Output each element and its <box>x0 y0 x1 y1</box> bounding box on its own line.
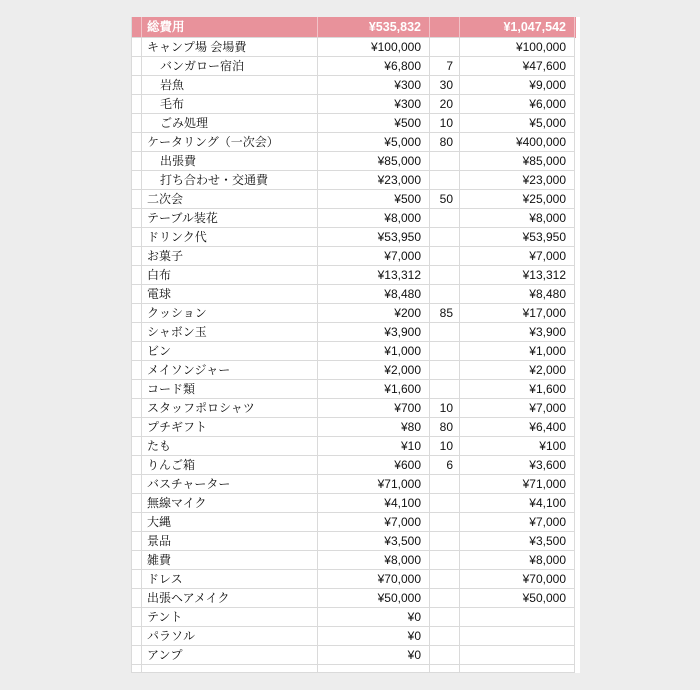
table-row <box>132 418 576 437</box>
unit-price-cell[interactable]: ¥100,000 <box>318 38 430 57</box>
item-name-cell[interactable]: ごみ処理 <box>142 114 318 133</box>
unit-price-cell[interactable]: ¥5,000 <box>318 133 430 152</box>
table-row <box>132 361 576 380</box>
item-name-cell[interactable]: パラソル <box>142 627 318 646</box>
total-cell[interactable]: ¥71,000 <box>460 475 575 494</box>
unit-price-cell[interactable]: ¥0 <box>318 646 430 665</box>
row-head-cell[interactable] <box>132 57 142 76</box>
item-name-cell[interactable]: 景品 <box>142 532 318 551</box>
total-cell[interactable]: ¥8,000 <box>460 551 575 570</box>
header-qty-cell[interactable] <box>430 17 460 38</box>
empty-cell[interactable] <box>318 665 430 673</box>
unit-price-cell[interactable]: ¥10 <box>318 437 430 456</box>
qty-cell[interactable] <box>430 494 460 513</box>
table-row <box>132 570 576 589</box>
item-name-cell[interactable]: スタッフポロシャツ <box>142 399 318 418</box>
item-name-cell[interactable]: プチギフト <box>142 418 318 437</box>
row-head-cell[interactable] <box>132 646 142 665</box>
item-name-cell[interactable]: 二次会 <box>142 190 318 209</box>
row-head-cell[interactable] <box>132 228 142 247</box>
qty-cell[interactable]: 10 <box>430 114 460 133</box>
total-cell[interactable]: ¥1,000 <box>460 342 575 361</box>
row-head-cell[interactable] <box>132 114 142 133</box>
qty-cell[interactable] <box>430 475 460 494</box>
qty-cell[interactable] <box>430 627 460 646</box>
unit-price-cell[interactable]: ¥23,000 <box>318 171 430 190</box>
table-row <box>132 494 576 513</box>
row-head-cell[interactable] <box>132 627 142 646</box>
table-row <box>132 152 576 171</box>
qty-cell[interactable]: 6 <box>430 456 460 475</box>
table-row <box>132 323 576 342</box>
unit-price-total-cell[interactable]: ¥535,832 <box>318 17 430 38</box>
unit-price-cell[interactable]: ¥300 <box>318 95 430 114</box>
qty-cell[interactable] <box>430 342 460 361</box>
row-head-cell[interactable] <box>132 285 142 304</box>
total-cell[interactable]: ¥4,100 <box>460 494 575 513</box>
row-head-cell[interactable] <box>132 513 142 532</box>
table-row <box>132 247 576 266</box>
total-cell[interactable]: ¥6,000 <box>460 95 575 114</box>
total-cell[interactable]: ¥8,000 <box>460 209 575 228</box>
total-cell[interactable]: ¥3,900 <box>460 323 575 342</box>
table-row <box>132 399 576 418</box>
qty-cell[interactable] <box>430 589 460 608</box>
item-name-cell[interactable]: お菓子 <box>142 247 318 266</box>
total-cell[interactable]: ¥13,312 <box>460 266 575 285</box>
unit-price-cell[interactable]: ¥53,950 <box>318 228 430 247</box>
row-head-cell[interactable] <box>132 190 142 209</box>
table-row <box>132 38 576 57</box>
qty-cell[interactable]: 10 <box>430 437 460 456</box>
total-cell[interactable]: ¥7,000 <box>460 247 575 266</box>
total-cell[interactable]: ¥3,600 <box>460 456 575 475</box>
item-name-cell[interactable]: 電球 <box>142 285 318 304</box>
item-name-cell[interactable]: 出張費 <box>142 152 318 171</box>
total-cell[interactable]: ¥6,400 <box>460 418 575 437</box>
table-row <box>132 114 576 133</box>
qty-cell[interactable] <box>430 570 460 589</box>
row-head-cell[interactable] <box>132 589 142 608</box>
qty-cell[interactable] <box>430 323 460 342</box>
table-row <box>132 228 576 247</box>
unit-price-cell[interactable]: ¥85,000 <box>318 152 430 171</box>
row-head-cell[interactable] <box>132 380 142 399</box>
total-cell[interactable]: ¥7,000 <box>460 513 575 532</box>
row-head-cell[interactable] <box>132 266 142 285</box>
qty-cell[interactable]: 20 <box>430 95 460 114</box>
item-name-cell[interactable]: 白布 <box>142 266 318 285</box>
total-cell[interactable]: ¥23,000 <box>460 171 575 190</box>
unit-price-cell[interactable]: ¥50,000 <box>318 589 430 608</box>
total-cell[interactable]: ¥400,000 <box>460 133 575 152</box>
item-name-cell[interactable]: キャンプ場 会場費 <box>142 38 318 57</box>
row-head-cell[interactable] <box>132 171 142 190</box>
unit-price-cell[interactable]: ¥7,000 <box>318 247 430 266</box>
table-row <box>132 304 576 323</box>
qty-cell[interactable] <box>430 513 460 532</box>
qty-cell[interactable] <box>430 532 460 551</box>
empty-cell[interactable] <box>142 665 318 673</box>
unit-price-cell[interactable]: ¥70,000 <box>318 570 430 589</box>
item-name-cell[interactable]: 大縄 <box>142 513 318 532</box>
unit-price-cell[interactable]: ¥1,000 <box>318 342 430 361</box>
unit-price-cell[interactable]: ¥600 <box>318 456 430 475</box>
qty-cell[interactable] <box>430 171 460 190</box>
row-head-cell[interactable] <box>132 570 142 589</box>
qty-cell[interactable] <box>430 152 460 171</box>
unit-price-cell[interactable]: ¥71,000 <box>318 475 430 494</box>
table-row <box>132 380 576 399</box>
row-head-cell[interactable] <box>132 38 142 57</box>
row-head-cell[interactable] <box>132 76 142 95</box>
unit-price-cell[interactable]: ¥2,000 <box>318 361 430 380</box>
row-head-cell[interactable] <box>132 608 142 627</box>
unit-price-cell[interactable]: ¥1,600 <box>318 380 430 399</box>
item-name-cell[interactable]: 毛布 <box>142 95 318 114</box>
table-row <box>132 133 576 152</box>
total-cell[interactable]: ¥8,480 <box>460 285 575 304</box>
total-cell[interactable]: ¥50,000 <box>460 589 575 608</box>
unit-price-cell[interactable]: ¥500 <box>318 114 430 133</box>
table-row <box>132 532 576 551</box>
table-row <box>132 551 576 570</box>
row-head-cell[interactable] <box>132 247 142 266</box>
item-name-cell[interactable]: バスチャーター <box>142 475 318 494</box>
qty-cell[interactable] <box>430 285 460 304</box>
total-header-row <box>132 17 576 38</box>
table-row <box>132 266 576 285</box>
table-row <box>132 475 576 494</box>
unit-price-cell[interactable]: ¥8,480 <box>318 285 430 304</box>
total-cell[interactable]: ¥100,000 <box>460 38 575 57</box>
table-row <box>132 76 576 95</box>
table-rows <box>132 38 576 665</box>
table-row <box>132 209 576 228</box>
total-cell[interactable]: ¥17,000 <box>460 304 575 323</box>
row-head-cell[interactable] <box>132 342 142 361</box>
total-cell[interactable]: ¥100 <box>460 437 575 456</box>
table-row <box>132 190 576 209</box>
row-head-cell[interactable] <box>132 475 142 494</box>
row-head-cell[interactable] <box>132 456 142 475</box>
table-row <box>132 437 576 456</box>
item-name-cell[interactable]: バンガロー宿泊 <box>142 57 318 76</box>
empty-cell[interactable] <box>132 665 142 673</box>
total-cell[interactable]: ¥25,000 <box>460 190 575 209</box>
item-name-cell[interactable]: ケータリング（一次会） <box>142 133 318 152</box>
row-head-cell[interactable] <box>132 304 142 323</box>
row-head-cell[interactable] <box>132 323 142 342</box>
qty-cell[interactable] <box>430 551 460 570</box>
item-name-cell[interactable]: 無線マイク <box>142 494 318 513</box>
item-name-cell[interactable]: テント <box>142 608 318 627</box>
unit-price-cell[interactable]: ¥700 <box>318 399 430 418</box>
item-name-cell[interactable]: たも <box>142 437 318 456</box>
qty-cell[interactable] <box>430 646 460 665</box>
qty-cell[interactable] <box>430 38 460 57</box>
total-cell[interactable]: ¥2,000 <box>460 361 575 380</box>
item-name-cell[interactable]: クッション <box>142 304 318 323</box>
unit-price-cell[interactable]: ¥300 <box>318 76 430 95</box>
header-rowhead-cell[interactable] <box>132 17 142 38</box>
qty-cell[interactable] <box>430 266 460 285</box>
total-cell[interactable]: ¥5,000 <box>460 114 575 133</box>
table-row <box>132 285 576 304</box>
unit-price-cell[interactable]: ¥80 <box>318 418 430 437</box>
table-row <box>132 608 576 627</box>
table-row <box>132 627 576 646</box>
item-name-cell[interactable]: ドレス <box>142 570 318 589</box>
qty-cell[interactable]: 80 <box>430 418 460 437</box>
item-name-cell[interactable]: りんご箱 <box>142 456 318 475</box>
qty-cell[interactable]: 50 <box>430 190 460 209</box>
row-head-cell[interactable] <box>132 494 142 513</box>
row-head-cell[interactable] <box>132 437 142 456</box>
unit-price-cell[interactable]: ¥0 <box>318 608 430 627</box>
total-cell[interactable]: ¥1,600 <box>460 380 575 399</box>
total-cell[interactable]: ¥47,600 <box>460 57 575 76</box>
row-head-cell[interactable] <box>132 361 142 380</box>
qty-cell[interactable]: 10 <box>430 399 460 418</box>
row-head-cell[interactable] <box>132 209 142 228</box>
grand-total-cell[interactable]: ¥1,047,542 <box>460 17 575 38</box>
qty-cell[interactable]: 7 <box>430 57 460 76</box>
qty-cell[interactable] <box>430 209 460 228</box>
table-row <box>132 57 576 76</box>
unit-price-cell[interactable]: ¥8,000 <box>318 551 430 570</box>
qty-cell[interactable]: 85 <box>430 304 460 323</box>
table-row <box>132 95 576 114</box>
total-cell[interactable]: ¥70,000 <box>460 570 575 589</box>
row-head-cell[interactable] <box>132 152 142 171</box>
qty-cell[interactable] <box>430 361 460 380</box>
table-row <box>132 513 576 532</box>
item-name-cell[interactable]: 岩魚 <box>142 76 318 95</box>
item-name-cell[interactable]: シャボン玉 <box>142 323 318 342</box>
item-name-cell[interactable]: 打ち合わせ・交通費 <box>142 171 318 190</box>
item-name-cell[interactable]: テーブル装花 <box>142 209 318 228</box>
unit-price-cell[interactable]: ¥3,900 <box>318 323 430 342</box>
total-cell[interactable]: ¥9,000 <box>460 76 575 95</box>
qty-cell[interactable] <box>430 380 460 399</box>
table-row <box>132 589 576 608</box>
row-head-cell[interactable] <box>132 133 142 152</box>
total-cell[interactable]: ¥3,500 <box>460 532 575 551</box>
table-row <box>132 342 576 361</box>
sheet-area <box>131 17 580 673</box>
total-cell[interactable]: ¥85,000 <box>460 152 575 171</box>
table-row <box>132 646 576 665</box>
total-cell[interactable] <box>460 646 575 665</box>
item-name-cell[interactable]: メイソンジャー <box>142 361 318 380</box>
total-cell[interactable] <box>460 608 575 627</box>
qty-cell[interactable]: 30 <box>430 76 460 95</box>
item-name-cell[interactable]: ビン <box>142 342 318 361</box>
item-name-cell[interactable]: アンプ <box>142 646 318 665</box>
unit-price-cell[interactable]: ¥0 <box>318 627 430 646</box>
qty-cell[interactable] <box>430 608 460 627</box>
unit-price-cell[interactable]: ¥4,100 <box>318 494 430 513</box>
unit-price-cell[interactable]: ¥13,312 <box>318 266 430 285</box>
item-name-cell[interactable]: コード類 <box>142 380 318 399</box>
row-head-cell[interactable] <box>132 399 142 418</box>
empty-partial-row <box>132 665 576 673</box>
row-head-cell[interactable] <box>132 418 142 437</box>
qty-cell[interactable]: 80 <box>430 133 460 152</box>
total-cell[interactable] <box>460 627 575 646</box>
budget-table <box>131 17 576 673</box>
table-row <box>132 171 576 190</box>
unit-price-cell[interactable]: ¥3,500 <box>318 532 430 551</box>
qty-cell[interactable] <box>430 228 460 247</box>
item-name-cell[interactable]: 雑費 <box>142 551 318 570</box>
empty-cell[interactable] <box>460 665 575 673</box>
unit-price-cell[interactable]: ¥7,000 <box>318 513 430 532</box>
empty-cell[interactable] <box>430 665 460 673</box>
item-name-cell[interactable]: 出張ヘアメイク <box>142 589 318 608</box>
unit-price-cell[interactable]: ¥500 <box>318 190 430 209</box>
total-cell[interactable]: ¥53,950 <box>460 228 575 247</box>
row-head-cell[interactable] <box>132 95 142 114</box>
item-name-cell[interactable]: ドリンク代 <box>142 228 318 247</box>
row-head-cell[interactable] <box>132 532 142 551</box>
qty-cell[interactable] <box>430 247 460 266</box>
total-cell[interactable]: ¥7,000 <box>460 399 575 418</box>
unit-price-cell[interactable]: ¥8,000 <box>318 209 430 228</box>
unit-price-cell[interactable]: ¥200 <box>318 304 430 323</box>
unit-price-cell[interactable]: ¥6,800 <box>318 57 430 76</box>
table-row <box>132 456 576 475</box>
total-label-cell[interactable]: 総費用 <box>142 17 318 38</box>
row-head-cell[interactable] <box>132 551 142 570</box>
